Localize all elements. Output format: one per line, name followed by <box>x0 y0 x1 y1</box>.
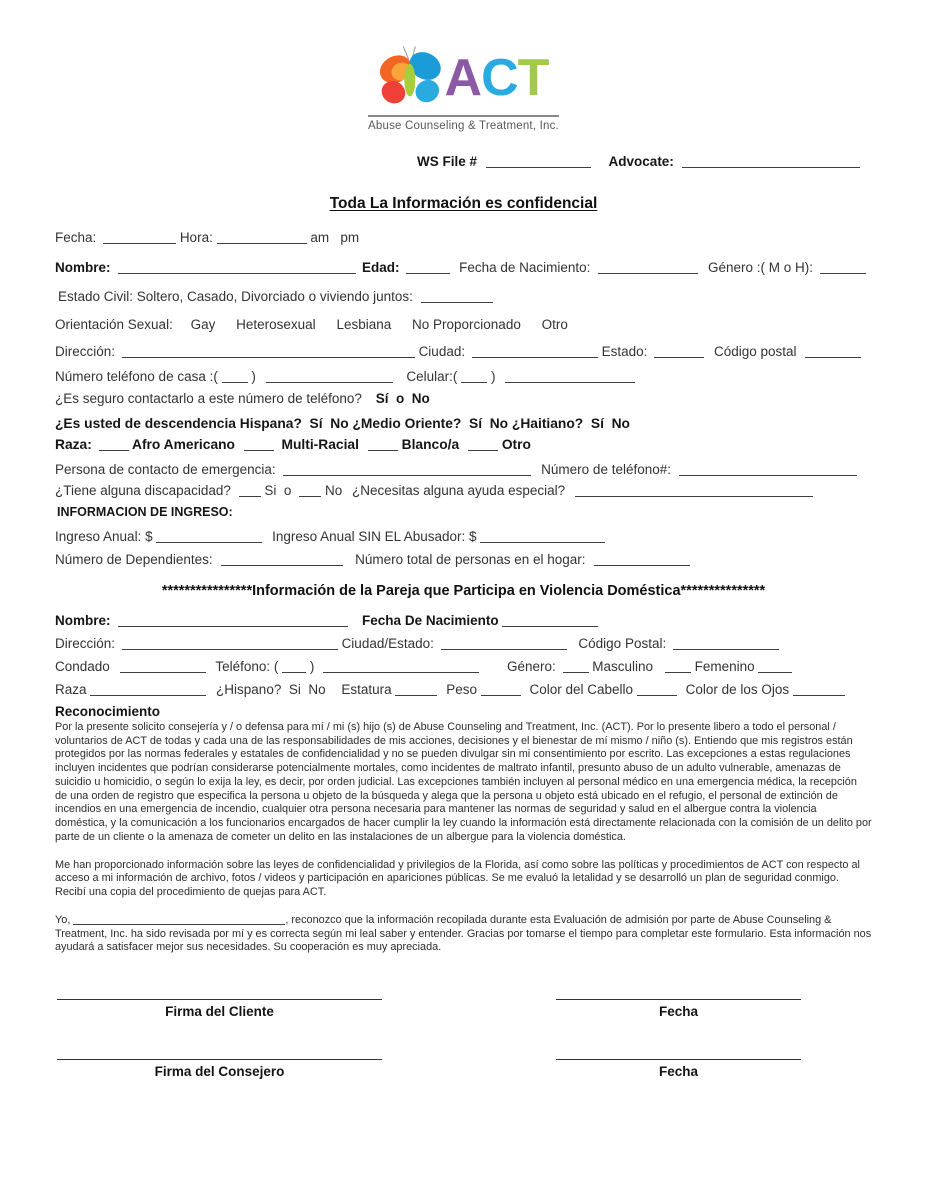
paren-close-1: ) <box>251 369 256 384</box>
dependientes-line <box>55 552 872 567</box>
discapacidad-si-blank[interactable] <box>239 484 261 497</box>
estado-label: Estado: <box>601 344 648 359</box>
firma-cliente-line[interactable] <box>57 999 382 1000</box>
ayuda-especial-blank[interactable] <box>575 484 813 497</box>
peso-label: Peso <box>446 682 477 697</box>
reconocimiento-paragraph-3 <box>55 914 872 955</box>
firma-consejero-line[interactable] <box>57 1059 382 1060</box>
pareja-section-header: ****************Información de la Pareja que Participa en Violencia Doméstica*************** <box>161 583 766 599</box>
descendencia-line <box>55 416 872 431</box>
masculino-label: Masculino <box>592 659 654 674</box>
pareja-raza-label: Raza <box>55 682 87 697</box>
pareja-genero-label: Género: <box>506 659 556 674</box>
yo-label: Yo, <box>55 913 71 926</box>
pareja-femenino-blank[interactable] <box>665 660 691 673</box>
reconocimiento-section <box>55 704 872 955</box>
seguro-contacto-line <box>55 391 872 406</box>
nombre-line <box>55 260 872 275</box>
pareja-raza-blank[interactable] <box>90 683 206 696</box>
estatura-blank[interactable] <box>395 683 437 696</box>
pareja-telefono-label: Teléfono: ( <box>215 659 279 674</box>
pareja-genero-extra-blank[interactable] <box>758 660 792 673</box>
pareja-telefono-blank[interactable] <box>323 660 479 673</box>
telefono-line <box>55 369 872 384</box>
orientacion-option-heterosexual: Heterosexual <box>236 317 316 332</box>
discapacidad-label: ¿Tiene alguna discapacidad? <box>55 483 231 498</box>
am-pm-label: am pm <box>310 230 360 245</box>
personas-hogar-label: Número total de personas en el hogar: <box>355 552 586 567</box>
act-letter-t: T <box>517 49 549 107</box>
direccion-label: Dirección: <box>55 344 116 359</box>
hispano-label: ¿Hispano? Si No <box>216 682 326 697</box>
fecha-nacimiento-blank[interactable] <box>598 261 698 274</box>
estado-civil-label: Estado Civil: Soltero, Casado, Divorciado o viviendo juntos: <box>58 289 413 304</box>
raza-otro-blank[interactable] <box>468 438 498 451</box>
orientacion-option-otro: Otro <box>541 317 568 332</box>
reconocimiento-heading: Reconocimiento <box>55 704 161 719</box>
nombre-label: Nombre: <box>55 260 111 275</box>
raza-option-multi: Multi-Racial <box>277 437 359 452</box>
wing-bottom-right <box>411 76 442 107</box>
act-logo-text <box>444 49 549 107</box>
advocate-blank[interactable] <box>682 155 860 168</box>
fecha-nacimiento-label: Fecha de Nacimiento: <box>459 260 591 275</box>
pareja-codigo-postal-blank[interactable] <box>673 637 779 650</box>
telefono-casa-blank[interactable] <box>266 370 393 383</box>
fecha-cliente-line[interactable] <box>556 999 801 1000</box>
butterfly-icon <box>379 42 445 114</box>
firma-cliente-row <box>57 999 872 1019</box>
celular-blank[interactable] <box>505 370 635 383</box>
pareja-paren-close: ) <box>309 659 315 674</box>
celular-label: Celular:( <box>406 369 458 384</box>
informacion-ingreso-heading: INFORMACION DE INGRESO: <box>57 505 233 519</box>
telefono-casa-area-blank[interactable] <box>222 370 248 383</box>
pareja-raza-line <box>55 682 872 697</box>
advocate-label: Advocate: <box>608 154 674 169</box>
orientacion-option-lesbiana: Lesbiana <box>336 317 392 332</box>
codigo-postal-blank[interactable] <box>805 345 861 358</box>
contacto-emergencia-label: Persona de contacto de emergencia: <box>55 462 276 477</box>
pareja-direccion-label: Dirección: <box>55 636 116 651</box>
raza-option-afro: Afro Americano <box>131 437 235 452</box>
edad-blank[interactable] <box>406 261 450 274</box>
discapacidad-line <box>55 483 872 498</box>
descendencia-label: ¿Es usted de descendencia Hispana? Sí No ¿Medio Oriente? Sí No ¿Haitiano? Sí No <box>55 416 630 431</box>
firma-consejero-row <box>57 1059 872 1079</box>
pareja-fecha-nacimiento-label: Fecha De Nacimiento <box>362 613 499 628</box>
numero-telefono-blank[interactable] <box>679 463 857 476</box>
fecha-hora-line <box>55 230 872 245</box>
color-ojos-blank[interactable] <box>793 683 845 696</box>
emergencia-line <box>55 462 872 477</box>
numero-telefono-label: Número de teléfono#: <box>541 462 672 477</box>
orientacion-option-no-proporcionado: No Proporcionado <box>412 317 521 332</box>
raza-blanco-blank[interactable] <box>368 438 398 451</box>
orientacion-line <box>55 317 872 332</box>
fecha-label: Fecha: <box>55 230 97 245</box>
ayuda-especial-label: ¿Necesitas alguna ayuda especial? <box>351 483 566 498</box>
fecha-cliente-label: Fecha <box>658 1004 699 1020</box>
page-title: Toda La Información es confidencial <box>329 195 598 212</box>
dependientes-label: Número de Dependientes: <box>55 552 213 567</box>
firma-consejero-label: Firma del Consejero <box>154 1064 285 1080</box>
discapacidad-no-label: No <box>324 483 343 498</box>
ingreso-sin-abusador-blank[interactable] <box>480 530 605 543</box>
act-letter-c: C <box>481 49 518 107</box>
butterfly-body <box>404 64 415 97</box>
logo-section <box>0 0 927 134</box>
logo-subtitle: Abuse Counseling & Treatment, Inc. <box>368 120 559 132</box>
hora-label: Hora: <box>179 230 213 245</box>
firma-cliente-label: Firma del Cliente <box>165 1004 274 1020</box>
seguro-contacto-label: ¿Es seguro contactarlo a este número de teléfono? <box>55 391 362 406</box>
condado-blank[interactable] <box>120 660 206 673</box>
femenino-label: Femenino <box>694 659 755 674</box>
estado-civil-line <box>55 289 872 304</box>
estado-blank[interactable] <box>654 345 704 358</box>
orientacion-option-gay: Gay <box>190 317 216 332</box>
genero-blank[interactable] <box>820 261 866 274</box>
ingreso-anual-blank[interactable] <box>156 530 262 543</box>
edad-label: Edad: <box>362 260 400 275</box>
ingreso-anual-label: Ingreso Anual: $ <box>55 529 153 544</box>
pareja-fecha-nacimiento-blank[interactable] <box>502 614 598 627</box>
telefono-casa-label: Número teléfono de casa :( <box>55 369 218 384</box>
pareja-direccion-blank[interactable] <box>122 637 338 650</box>
raza-option-otro: Otro <box>501 437 531 452</box>
raza-multi-blank[interactable] <box>244 438 274 451</box>
ws-file-label: WS File # <box>417 154 478 169</box>
ws-file-blank[interactable] <box>486 155 591 168</box>
pareja-nombre-line <box>55 613 872 628</box>
color-cabello-blank[interactable] <box>637 683 677 696</box>
genero-label: Género :( M o H): <box>707 260 813 275</box>
fecha-blank[interactable] <box>103 231 176 244</box>
ingreso-sin-abusador-label: Ingreso Anual SIN EL Abusador: $ <box>272 529 477 544</box>
peso-blank[interactable] <box>481 683 521 696</box>
color-cabello-label: Color del Cabello <box>529 682 634 697</box>
condado-line <box>55 659 872 674</box>
paren-close-2: ) <box>490 369 496 384</box>
direccion-blank[interactable] <box>122 345 415 358</box>
ingreso-anual-line <box>55 529 872 544</box>
reconocimiento-paragraph-3-text: , reconozco que la información recopilada durante esta Evaluación de admisión por parte de Abuse Counseling & Treatment, Inc. ha sido revisada por mí y es correcta según mi leal saber y entender. Gracias por tomarse el tiempo para completar este formulario. Esta información nos ayudará a satisfacer mejor sus necesidades. Su cooperación es muy apreciada. <box>55 913 872 954</box>
celular-area-blank[interactable] <box>461 370 487 383</box>
ciudad-blank[interactable] <box>472 345 598 358</box>
personas-hogar-blank[interactable] <box>594 553 690 566</box>
pareja-ciudad-estado-blank[interactable] <box>441 637 567 650</box>
estatura-label: Estatura <box>341 682 392 697</box>
discapacidad-no-blank[interactable] <box>299 484 321 497</box>
logo-divider <box>368 115 559 117</box>
raza-option-blanco: Blanco/a <box>401 437 460 452</box>
raza-afro-blank[interactable] <box>99 438 129 451</box>
reconocimiento-paragraph-1: Por la presente solicito consejería y / o defensa para mí / mi (s) hijo (s) de Abuse Counseling and Treatment, Inc. (ACT). Por lo presente libero a todo el personal / voluntarios de ACT de todas y cada una de las responsabilidades de mis acciones, decisiones y el bienestar de mí mismo / niño (s). Entiendo que mis registros están protegidos por las normas federales y estatales de confidencialidad y no se pueden divulgar sin mi consentimiento por escrito. Las excepciones a estas regulaciones incluyen incidentes que podrían considerarse potencialmente mortales, como incidentes de maltrato infantil, presunto abuso de un adulto vulnerable, amenazas de suicidio u homicidio, o según lo exija la ley, es decir, por orden judicial. Las excepciones también incluyen al personal médico en una emergencia médica, la recepción de una orden de registro que especifica la persona u objeto de la búsqueda y alega que la persona u objeto está ubicado en el refugio, el personal de extinción de incendios en una emergencia de incendio, cualquier otra persona necesaria para mantener las normas de seguridad y salud en el albergue contra la violencia doméstica, y la comunicación a los funcionarios encargados de hacer cumplir la ley cuando la información está directamente relacionada con la comisión de un delito por parte de un cliente o la amenaza de cometer un delito en las instalaciones de un albergue para la violencia doméstica. <box>55 721 872 843</box>
direccion-line <box>55 344 872 359</box>
pareja-masculino-blank[interactable] <box>563 660 589 673</box>
pareja-nombre-label: Nombre: <box>55 613 111 628</box>
codigo-postal-label: Código postal <box>713 344 797 359</box>
dependientes-blank[interactable] <box>221 553 343 566</box>
estado-civil-blank[interactable] <box>421 290 493 303</box>
orientacion-label: Orientación Sexual: <box>55 317 173 332</box>
pareja-nombre-blank[interactable] <box>118 614 348 627</box>
reconocimiento-paragraph-2: Me han proporcionado información sobre las leyes de confidencialidad y privilegios de la Florida, así como sobre las políticas y procedimientos de ACT con respecto al acceso a mi información de archivo, fotos / videos y participación en apariciones públicas. Se me evaluó la letalidad y se desarrolló un plan de seguridad conmigo. Recibí una copia del procedimiento de quejas para ACT. <box>55 858 860 899</box>
color-ojos-label: Color de los Ojos <box>685 682 790 697</box>
nombre-blank[interactable] <box>118 261 356 274</box>
raza-line <box>55 437 872 452</box>
ciudad-label: Ciudad: <box>418 344 466 359</box>
act-letter-a: A <box>444 49 482 107</box>
fecha-consejero-label: Fecha <box>658 1064 699 1080</box>
pareja-telefono-area-blank[interactable] <box>282 660 306 673</box>
discapacidad-si-label: Si o <box>264 483 292 498</box>
condado-label: Condado <box>55 659 110 674</box>
fecha-consejero-line[interactable] <box>556 1059 801 1060</box>
pareja-ciudad-estado-label: Ciudad/Estado: <box>341 636 434 651</box>
ws-file-line <box>55 154 872 169</box>
hora-blank[interactable] <box>217 231 307 244</box>
pareja-direccion-line <box>55 636 872 651</box>
contacto-emergencia-blank[interactable] <box>283 463 531 476</box>
si-o-no-label: Sí o No <box>375 391 430 406</box>
pareja-codigo-postal-label: Código Postal: <box>578 636 667 651</box>
yo-nombre-blank[interactable] <box>73 915 285 925</box>
raza-label: Raza: <box>55 437 92 452</box>
